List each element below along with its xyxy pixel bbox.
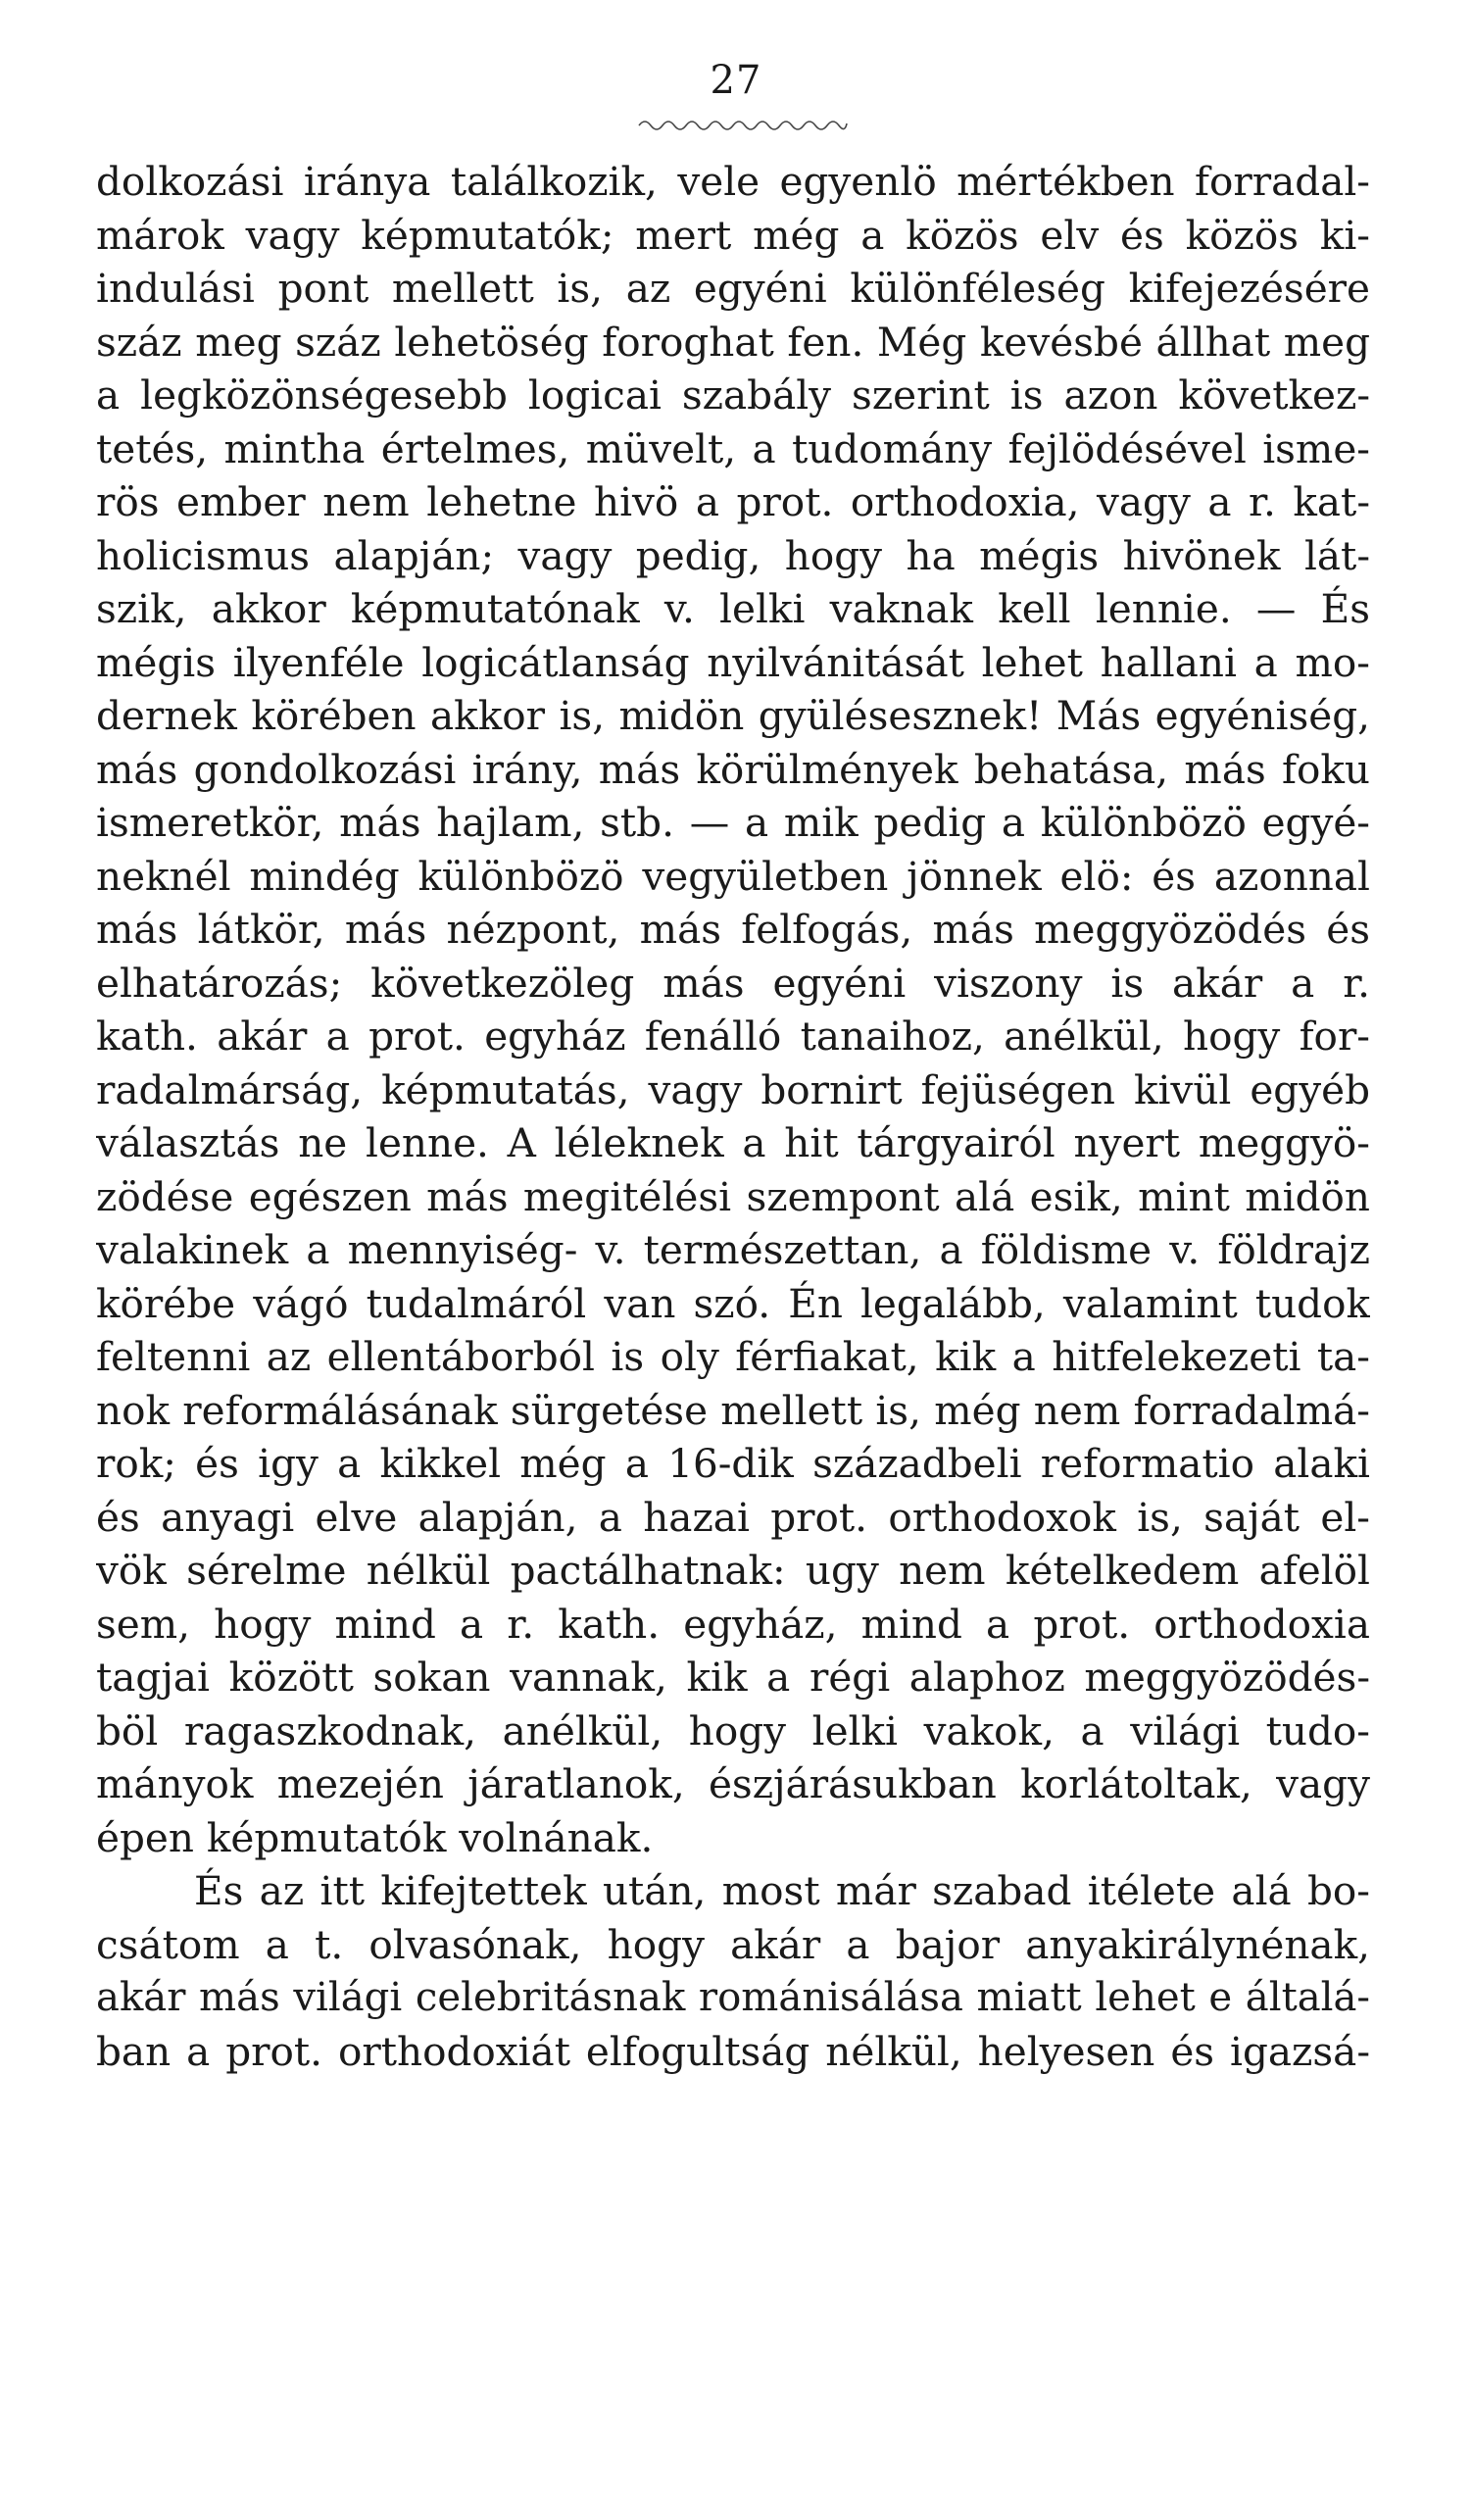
text-line: böl ragaszkodnak, anélkül, hogy lelki vakok, a világi tudo- — [96, 1706, 1370, 1754]
text-line: dernek körében akkor is, midön gyülésesznek! Más egyéniség, — [96, 692, 1370, 739]
text-line: vök sérelme nélkül pactálhatnak: ugy nem kételkedem afelöl — [96, 1547, 1370, 1594]
text-line: körébe vágó tudalmáról van szó. Én legalább, valamint tudok — [96, 1279, 1370, 1327]
text-line: mégis ilyenféle logicátlanság nyilvánitását lehet hallani a mo- — [96, 638, 1370, 686]
text-line: elhatározás; következöleg más egyéni viszony is akár a r. — [96, 959, 1370, 1007]
text-line: márok vagy képmutatók; mert még a közös elv és közös ki- — [96, 211, 1370, 259]
text-line: tagjai között sokan vannak, kik a régi alaphoz meggyözödés- — [96, 1654, 1370, 1701]
paragraph-2 — [96, 1864, 1370, 2078]
text-line: választás ne lenne. A léleknek a hit tárgyairól nyert meggyö- — [96, 1119, 1370, 1166]
text-line: a legközönségesebb logicai szabály szerint is azon következ- — [96, 371, 1370, 419]
text-line: dolkozási iránya találkozik, vele egyenlö mértékben forradal- — [96, 158, 1370, 205]
paragraph-1 — [96, 155, 1370, 1864]
text-line: kath. akár a prot. egyház fenálló tanaihoz, anélkül, hogy for- — [96, 1013, 1370, 1060]
text-line: akár más világi celebritásnak románisálása miatt lehet e általá- — [96, 1975, 1370, 2020]
text-line: épen képmutatók volnának. — [96, 1813, 654, 1861]
text-line: más gondolkozási irány, más körülmények behatása, más foku — [96, 745, 1370, 793]
ornament-divider — [635, 114, 851, 135]
text-line: valakinek a mennyiség- v. természettan, a földisme v. földrajz — [96, 1226, 1370, 1273]
text-line: más látkör, más nézpont, más felfogás, más meggyözödés és — [96, 906, 1370, 953]
text-line: radalmárság, képmutatás, vagy bornirt fejüségen kivül egyéb — [96, 1065, 1370, 1113]
text-line: rös ember nem lehetne hivö a prot. orthodoxia, vagy a r. kat- — [96, 478, 1370, 525]
text-line: ismeretkör, más hajlam, stb. — a mik pedig a különbözö egyé- — [96, 799, 1370, 846]
text-line: És az itt kifejtettek után, most már szabad itélete alá bo- — [194, 1867, 1370, 1914]
text-line: tetés, mintha értelmes, müvelt, a tudomány fejlödésével isme- — [96, 424, 1370, 472]
text-line: zödése egészen más megitélési szempont alá esik, mint midön — [96, 1172, 1370, 1220]
text-line: nok reformálásának sürgetése mellett is, még nem forradalmá- — [96, 1386, 1370, 1434]
text-line: holicismus alapján; vagy pedig, hogy ha mégis hivönek lát- — [96, 531, 1370, 579]
text-line: mányok mezején járatlanok, észjárásukban korlátoltak, vagy — [96, 1760, 1370, 1807]
page-number: 27 — [710, 58, 762, 103]
body-text — [96, 155, 1370, 2078]
text-line: és anyagi elve alapján, a hazai prot. orthodoxok is, saját el- — [96, 1493, 1370, 1541]
text-line: feltenni az ellentáborból is oly férfiakat, kik a hitfelekezeti ta- — [96, 1333, 1370, 1380]
text-line: neknél mindég különbözö vegyületben jönnek elö: és azonnal — [96, 852, 1370, 900]
text-line: indulási pont mellett is, az egyéni különféleség kifejezésére — [96, 265, 1370, 312]
text-line: csátom a t. olvasónak, hogy akár a bajor anyakirálynénak, — [96, 1920, 1370, 1968]
text-line: sem, hogy mind a r. kath. egyház, mind a prot. orthodoxia — [96, 1600, 1370, 1648]
text-line: száz meg száz lehetöség foroghat fen. Még kevésbé állhat meg — [96, 318, 1370, 366]
text-line: szik, akkor képmutatónak v. lelki vaknak kell lennie. — És — [96, 585, 1370, 632]
text-line: rok; és igy a kikkel még a 16-dik századbeli reformatio alaki — [96, 1440, 1370, 1487]
text-line: ban a prot. orthodoxiát elfogultság nélkül, helyesen és igazsá- — [96, 2027, 1370, 2075]
